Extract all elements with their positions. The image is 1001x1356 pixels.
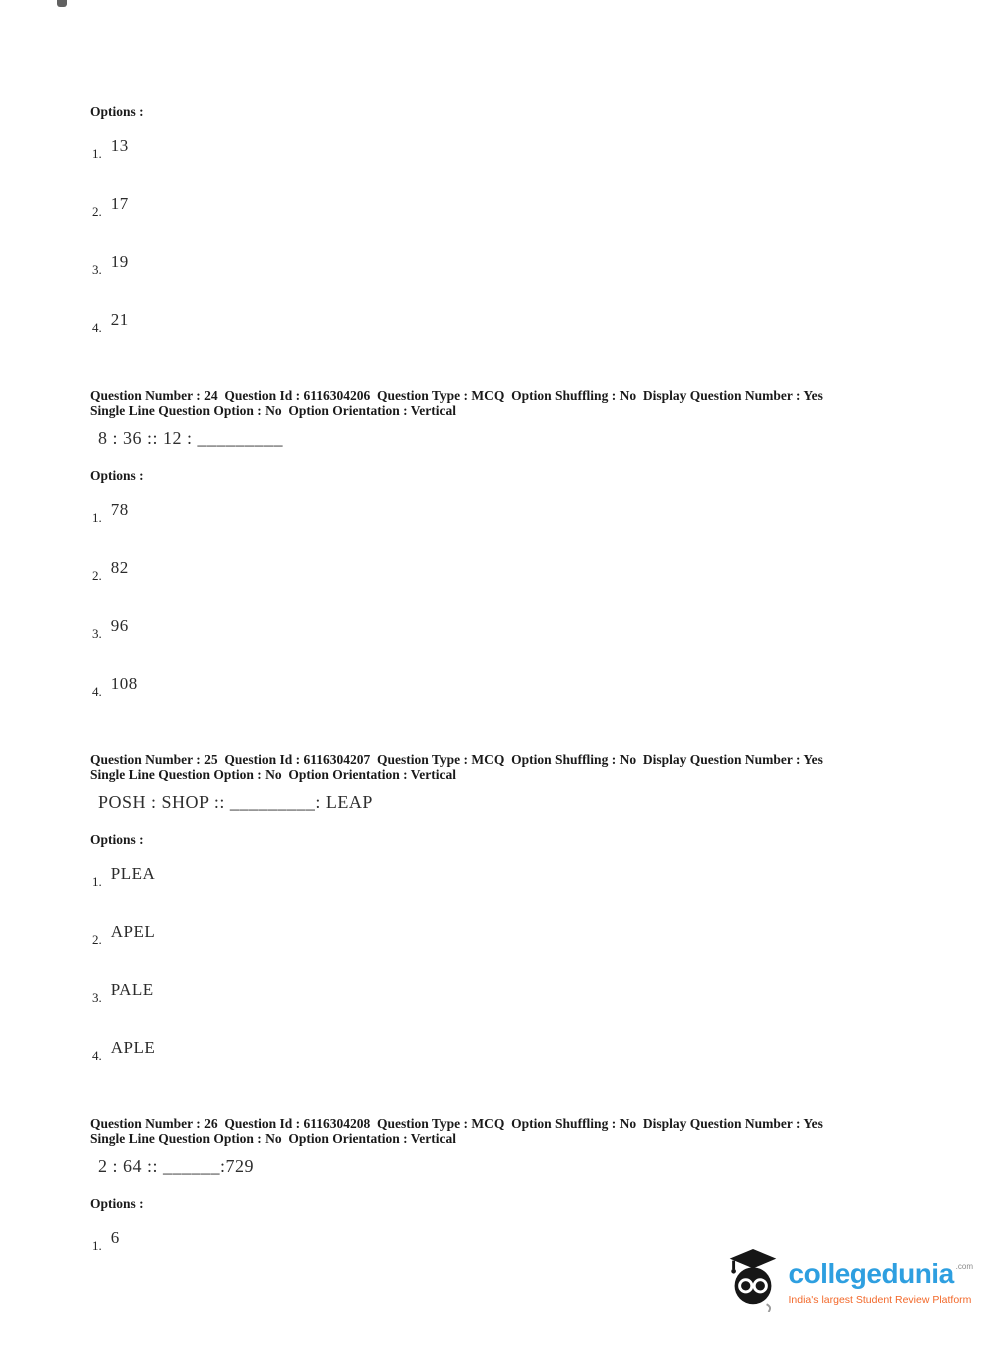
brand-line	[789, 1260, 974, 1288]
option-number: 1.	[92, 510, 102, 525]
collegedunia-mascot-icon	[727, 1248, 779, 1312]
option-number: 2.	[92, 568, 102, 583]
options-label: Options :	[90, 1196, 144, 1211]
question-text: 8 : 36 :: 12 : _________	[98, 428, 284, 448]
option-row	[90, 606, 941, 642]
option-value: 82	[110, 558, 129, 577]
option-number: 1.	[92, 146, 102, 161]
scan-artifact	[57, 0, 67, 7]
option-value: APEL	[110, 922, 156, 941]
question-25-block	[90, 752, 941, 1064]
option-row	[90, 490, 941, 526]
option-row	[90, 300, 941, 336]
option-row	[90, 664, 941, 700]
option-row	[90, 1028, 941, 1064]
option-row	[90, 912, 941, 948]
option-number: 3.	[92, 262, 102, 277]
option-value: 21	[110, 310, 129, 329]
option-value: PALE	[110, 980, 154, 999]
option-row	[90, 184, 941, 220]
option-value: 96	[110, 616, 129, 635]
option-number: 3.	[92, 990, 102, 1005]
options-label: Options :	[90, 832, 144, 847]
brand-name: collegedunia	[788, 1258, 954, 1289]
question-meta-line-2: Single Line Question Option : No Option Orientation : Vertical	[90, 1131, 457, 1146]
options-label: Options :	[90, 104, 144, 119]
option-number: 4.	[92, 684, 102, 699]
option-value: 78	[110, 500, 129, 519]
question-24-block	[90, 388, 941, 700]
collegedunia-watermark	[727, 1248, 974, 1312]
option-value: 108	[110, 674, 138, 693]
brand-tagline: India's largest Student Review Platform	[788, 1294, 972, 1306]
option-number: 2.	[92, 204, 102, 219]
option-number: 3.	[92, 626, 102, 641]
question-text: POSH : SHOP :: _________: LEAP	[98, 792, 373, 812]
option-value: 17	[110, 194, 129, 213]
option-row	[90, 970, 941, 1006]
question-meta-line-1: Question Number : 24 Question Id : 6116304206 Question Type : MCQ Option Shuffling : No Display Question Number : Yes	[90, 388, 823, 403]
option-value: 6	[110, 1228, 120, 1247]
option-row	[90, 548, 941, 584]
option-row	[90, 854, 941, 890]
question-meta-line-2: Single Line Question Option : No Option Orientation : Vertical	[90, 767, 457, 782]
option-number: 1.	[92, 1238, 102, 1253]
options-label: Options :	[90, 468, 144, 483]
option-value: APLE	[110, 1038, 156, 1057]
brand-text-block	[789, 1248, 974, 1306]
question-meta-line-2: Single Line Question Option : No Option Orientation : Vertical	[90, 403, 457, 418]
previous-question-options-block	[90, 104, 941, 336]
question-26-block	[90, 1116, 941, 1254]
option-value: 13	[110, 136, 129, 155]
option-value: PLEA	[110, 864, 156, 883]
question-text: 2 : 64 :: ______:729	[98, 1156, 255, 1176]
option-row	[90, 126, 941, 162]
option-row	[90, 242, 941, 278]
option-number: 1.	[92, 874, 102, 889]
question-meta-line-1: Question Number : 25 Question Id : 6116304207 Question Type : MCQ Option Shuffling : No Display Question Number : Yes	[90, 752, 823, 767]
option-number: 4.	[92, 320, 102, 335]
question-meta-line-1: Question Number : 26 Question Id : 6116304208 Question Type : MCQ Option Shuffling : No Display Question Number : Yes	[90, 1116, 823, 1131]
brand-suffix: .com	[955, 1262, 973, 1271]
option-value: 19	[110, 252, 129, 271]
option-number: 2.	[92, 932, 102, 947]
option-number: 4.	[92, 1048, 102, 1063]
